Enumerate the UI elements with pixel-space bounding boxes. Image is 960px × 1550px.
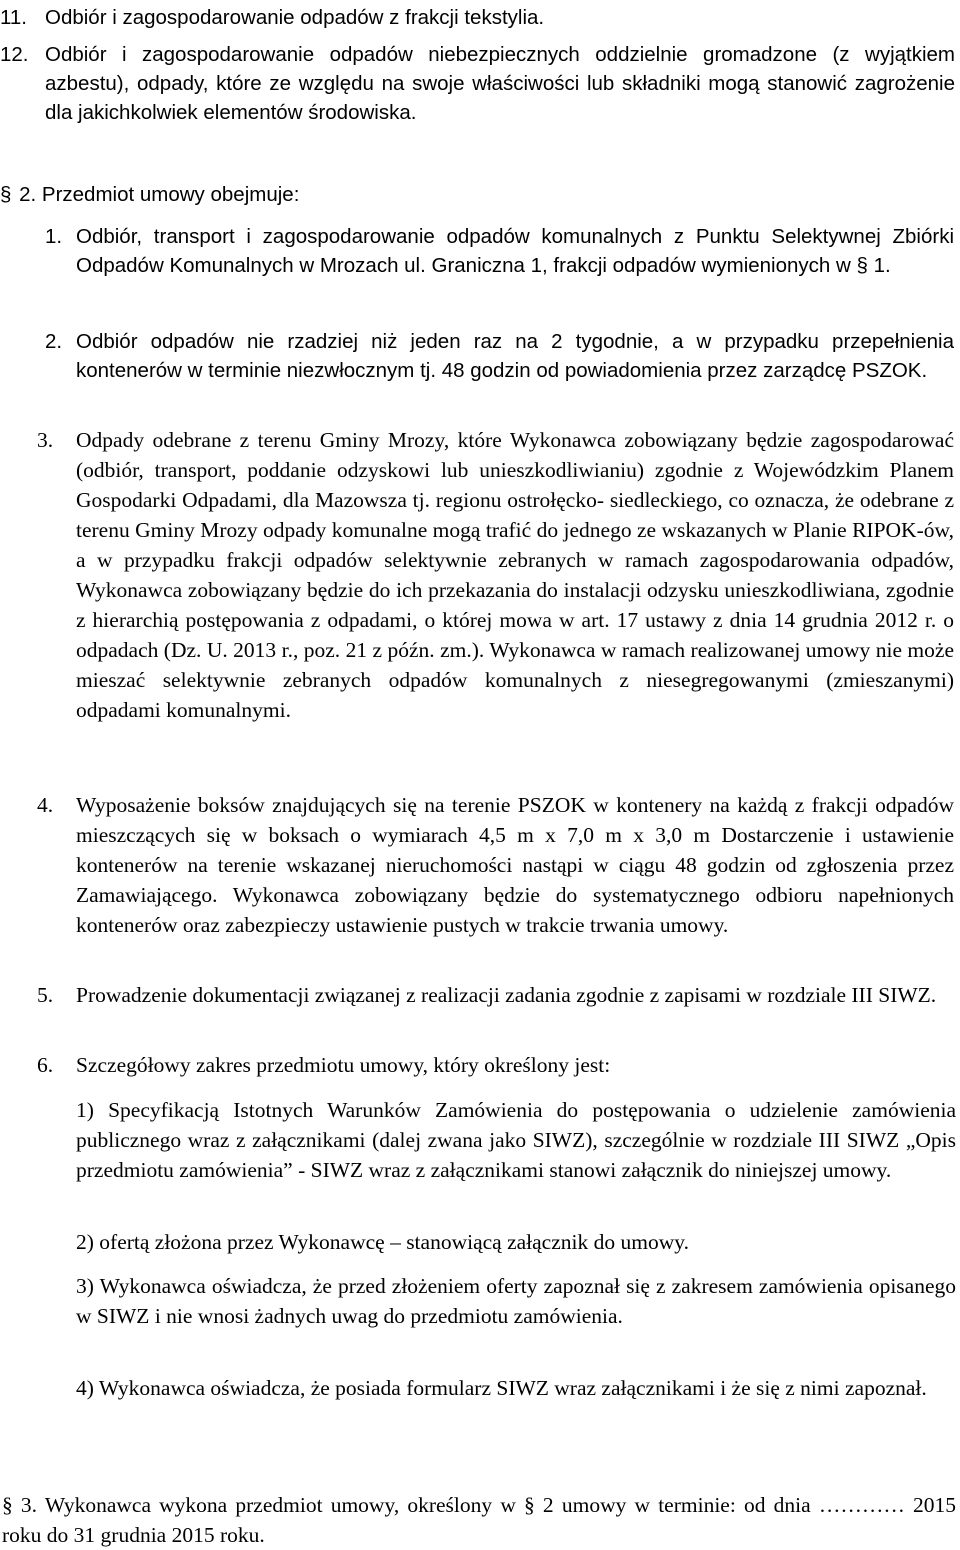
list-number: 6.: [37, 1053, 54, 1077]
sub-item-3: [76, 1271, 956, 1361]
list-text: Odbiór i zagospodarowanie odpadów niebezpiecznych oddzielnie gromadzone (z wyjątkiem azbestu), odpady, które ze względu na swoje właściwości lub składniki mogą stanowić zagrożenie dla jakichkolwiek elementów środowiska.: [45, 43, 955, 124]
list-text: Prowadzenie dokumentacji związanej z realizacji zadania zgodnie z zapisami w rozdziale III SIWZ.: [76, 983, 937, 1007]
sub-item-text: 2) ofertą złożona przez Wykonawcę – stanowiącą załącznik do umowy.: [76, 1230, 689, 1254]
list-text: Odpady odebrane z terenu Gminy Mrozy, które Wykonawca zobowiązany będzie zagospodarować (odbiór, transport, poddanie odzyskowi lub unieszkodliwianiu) zgodnie z Wojewódzkim Planem Gospodarki Odpadami, dla Mazowsza tj. regionu ostrołęcko- siedleckiego, co oznacza, że odebrane z terenu Gminy Mrozy odpady komunalne mogą trafić do jednego ze wskazanych w Planie RIPOK-ów, a w przypadku frakcji odpadów selektywnie zebranych w ramach zagospodarowania odpadów, Wykonawca zobowiązany będzie do ich przekazania do instalacji odzysku unieszkodliwiana, zgodnie z hierarchią postępowania z odpadami, o której mowa w art. 17 ustawy z dnia 14 grudnia 2012 r. o odpadach (Dz. U. 2013 r., poz. 21 z późn. zm.). Wykonawca w ramach realizowanej umowy nie może mieszać selektywnie zebranych odpadów komunalnych z niesegregowanymi (zmieszanymi) odpadami komunalnymi.: [76, 428, 954, 722]
section-3-body: [2, 1490, 956, 1550]
sub-item-text: 4) Wykonawca oświadcza, że posiada formularz SIWZ wraz załącznikami i że się z nimi zapoznał.: [76, 1376, 927, 1400]
list-text: Odbiór, transport i zagospodarowanie odpadów komunalnych z Punktu Selektywnej Zbiórki Odpadów Komunalnych w Mrozach ul. Graniczna 1, frakcji odpadów wymienionych w § 1.: [76, 225, 954, 277]
paragraph-sign: §: [2, 1493, 13, 1517]
list-number: 1.: [45, 225, 63, 248]
list-item-4: [37, 790, 957, 970]
list-item-5: [37, 980, 957, 1040]
sub-item-text: 3) Wykonawca oświadcza, że przed złożeniem oferty zapoznał się z zakresem zamówienia opisanego w SIWZ i nie wnosi żadnych uwag do przedmiotu zamówienia.: [76, 1274, 956, 1328]
sub-item-2: [76, 1227, 956, 1257]
section-3-paragraph: [2, 1490, 956, 1550]
list-text: Odbiór odpadów nie rzadziej niż jeden raz na 2 tygodnie, a w przypadku przepełnienia kontenerów w terminie niezwłocznym tj. 48 godzin od powiadomienia przez zarządcę PSZOK.: [76, 330, 954, 382]
list-item-11: [0, 3, 960, 33]
list-number: 5.: [37, 983, 54, 1007]
section-title: 2. Przedmiot umowy obejmuje:: [19, 183, 300, 206]
list-number: 2.: [45, 330, 63, 353]
section-2-heading: [0, 180, 299, 209]
sub-item-text: 1) Specyfikacją Istotnych Warunków Zamówienia do postępowania o udzielenie zamówienia publicznego wraz z załącznikami (dalej zwana jako SIWZ), szczególnie w rozdziale III SIWZ „Opis przedmiotu zamówienia” - SIWZ wraz z załącznikami stanowi załącznik do niniejszej umowy.: [76, 1098, 956, 1182]
list-number: 12.: [0, 43, 29, 66]
list-number: 3.: [37, 428, 54, 452]
sub-item-1: [76, 1095, 956, 1215]
list-text: Szczegółowy zakres przedmiotu umowy, który określony jest:: [76, 1053, 611, 1077]
list-item-1: [45, 222, 955, 312]
list-text: Odbiór i zagospodarowanie odpadów z frakcji tekstylia.: [45, 6, 545, 29]
list-text: Wyposażenie boksów znajdujących się na terenie PSZOK w kontenery na każdą z frakcji odpadów mieszczących się w boksach o wymiarach 4,5 m x 7,0 m x 3,0 m Dostarczenie i ustawienie kontenerów na terenie wskazanej nieruchomości nastąpi w ciągu 48 godzin od zgłoszenia przez Zamawiającego. Wykonawca zobowiązany będzie do systematycznego odbioru napełnionych kontenerów oraz zabezpieczy ustawienie pustych w trakcie trwania umowy.: [76, 793, 954, 937]
paragraph-sign: §: [0, 183, 12, 206]
list-number: 11.: [0, 6, 27, 29]
list-item-2: [45, 327, 955, 417]
list-item-12: [0, 40, 960, 130]
list-item-6: [37, 1050, 957, 1080]
list-number: 4.: [37, 793, 54, 817]
list-item-3: [37, 425, 957, 785]
sub-item-4: [76, 1373, 956, 1433]
section-3-text: 3. Wykonawca wykona przedmiot umowy, określony w § 2 umowy w terminie: od dnia ………… 2015 roku do 31 grudnia 2015 roku.: [2, 1493, 956, 1547]
